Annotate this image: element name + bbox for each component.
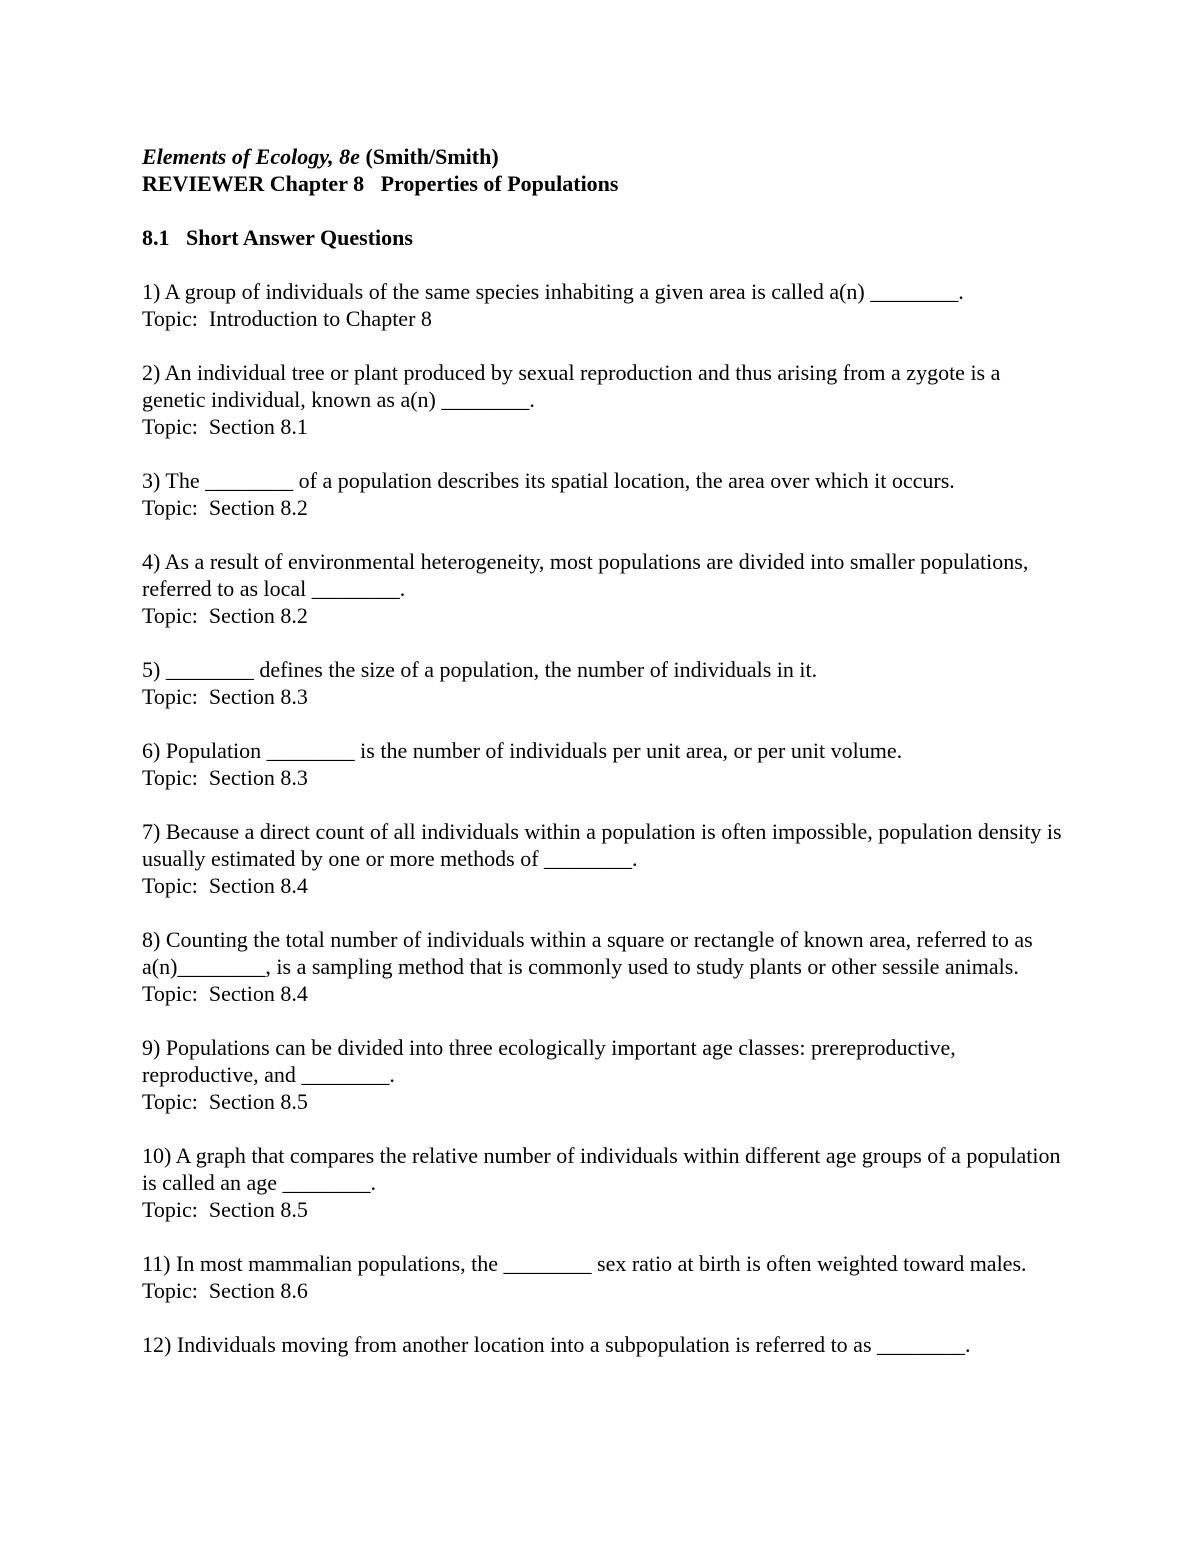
question-item-8 (142, 926, 1062, 1007)
question-topic: Topic: Section 8.4 (142, 873, 308, 898)
question-text: 4) As a result of environmental heterogeneity, most populations are divided into smaller populations, referred to as local ________. (142, 549, 1029, 601)
question-topic: Topic: Section 8.6 (142, 1278, 308, 1303)
question-item-5 (142, 656, 1062, 710)
question-topic: Topic: Section 8.5 (142, 1197, 308, 1222)
chapter-title: REVIEWER Chapter 8 Properties of Populations (142, 171, 619, 196)
book-authors: (Smith/Smith) (359, 144, 499, 169)
question-item-7 (142, 818, 1062, 899)
question-topic: Topic: Section 8.4 (142, 981, 308, 1006)
question-text: 12) Individuals moving from another location into a subpopulation is referred to as ________. (142, 1332, 971, 1357)
book-title-line (142, 143, 1062, 170)
question-item-2 (142, 359, 1062, 440)
question-text: 3) The ________ of a population describes its spatial location, the area over which it occurs. (142, 468, 955, 493)
question-item-9 (142, 1034, 1062, 1115)
question-text: 7) Because a direct count of all individuals within a population is often impossible, population density is usually estimated by one or more methods of ________. (142, 819, 1062, 871)
question-item-4 (142, 548, 1062, 629)
question-topic: Topic: Introduction to Chapter 8 (142, 306, 432, 331)
question-text: 10) A graph that compares the relative number of individuals within different age groups of a population is called an age ________. (142, 1143, 1061, 1195)
question-text: 8) Counting the total number of individuals within a square or rectangle of known area, referred to as a(n)________, is a sampling method that is commonly used to study plants or other sessile animals. (142, 927, 1033, 979)
question-text: 5) ________ defines the size of a population, the number of individuals in it. (142, 657, 818, 682)
question-topic: Topic: Section 8.3 (142, 765, 308, 790)
question-topic: Topic: Section 8.2 (142, 603, 308, 628)
question-list (142, 278, 1062, 1358)
question-text: 2) An individual tree or plant produced by sexual reproduction and thus arising from a zygote is a genetic individual, known as a(n) ________. (142, 360, 1001, 412)
book-title: Elements of Ecology, 8e (142, 144, 360, 169)
section-heading: 8.1 Short Answer Questions (142, 225, 413, 250)
document-page (142, 143, 1062, 1358)
question-topic: Topic: Section 8.1 (142, 414, 308, 439)
question-text: 9) Populations can be divided into three ecologically important age classes: prereproductive, reproductive, and ________. (142, 1035, 956, 1087)
question-topic: Topic: Section 8.5 (142, 1089, 308, 1114)
question-topic: Topic: Section 8.3 (142, 684, 308, 709)
question-text: 1) A group of individuals of the same species inhabiting a given area is called a(n) ________. (142, 279, 964, 304)
question-topic: Topic: Section 8.2 (142, 495, 308, 520)
question-item-6 (142, 737, 1062, 791)
question-item-12 (142, 1331, 1062, 1358)
question-item-11 (142, 1250, 1062, 1304)
question-item-10 (142, 1142, 1062, 1223)
question-item-1 (142, 278, 1062, 332)
question-text: 6) Population ________ is the number of individuals per unit area, or per unit volume. (142, 738, 903, 763)
question-text: 11) In most mammalian populations, the ________ sex ratio at birth is often weighted toward males. (142, 1251, 1027, 1276)
question-item-3 (142, 467, 1062, 521)
